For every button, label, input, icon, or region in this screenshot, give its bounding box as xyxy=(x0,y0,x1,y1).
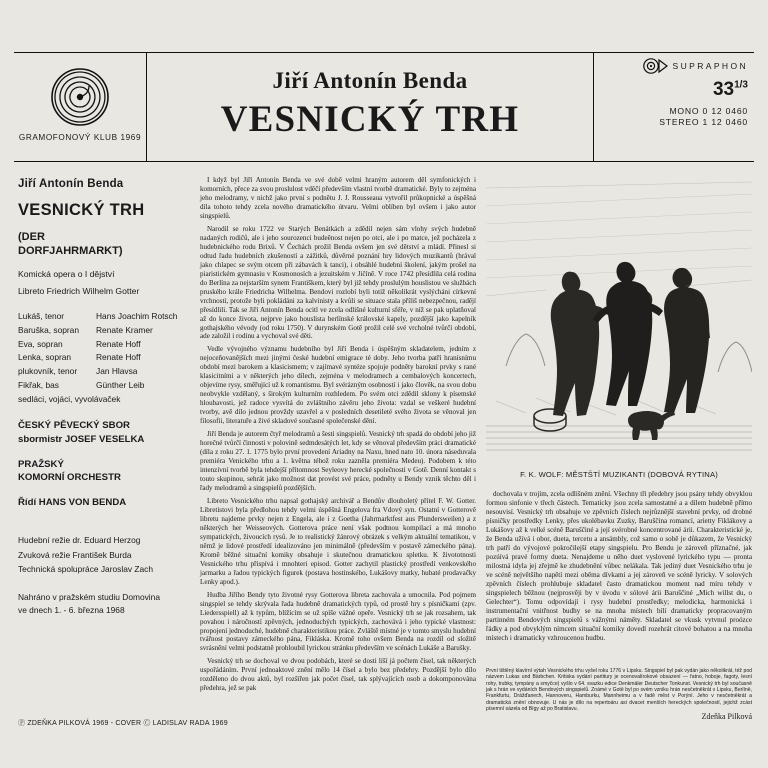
credit-line: Technická spolupráce Jaroslav Zach xyxy=(18,564,153,575)
choir-master: sbormistr JOSEF VESELKA xyxy=(18,433,145,445)
credits-column xyxy=(18,176,190,617)
fineprint-note: První tištěný klavírní výtah Vesnického trhu vyšel roku 1776 v Lipsku. Singspiel byl pak vydán jako několikrát, též pod názvem Lukas und Bärbchen. Kritiska vydání partitury je ocenovalírokové obsazení — řatno, hoboje, fagoty, lesní rohy, trubky, tympány a smyčce) vyšlo v 64. svazku edice Denkmäler Deutscher Tonkunst. Vesnický trh byl současně jak s hrán ve vydáních Bendových singspielů. Známé v Gotě byl po svém vzniku hrán nesčetněkrát v Lipsku, Berlíně, Frankfurtu, Drážďanech, Hannoveru, Hamburku, Mannheimu a v řadě měst v Porýní. Jeho v nesčetněkrát a dramatická znění obnovuje. U nás je dílo na repertoáru asi dvacet menších hereckých společností, jejichž zcást písemní sázela od Bígy až po Bratislavu. xyxy=(486,668,752,713)
orchestra-block xyxy=(18,458,190,485)
list-item xyxy=(18,365,190,377)
recording-info xyxy=(18,591,190,617)
cast-name: Hans Joachim Rotsch xyxy=(96,311,178,322)
list-item xyxy=(18,338,190,350)
cast-role: Baruška, sopran xyxy=(18,324,79,335)
club-logo-block xyxy=(14,53,147,161)
liner-notes-main xyxy=(200,176,476,697)
paragraph: Vedle vývojného významu hudebního byl Jiří Benda i úspěšným skladatelem, jedním z nejoceňovanějších mezi jinými české hudební emigrace té doby. Jeho tvorba patří hranísnímu období mezi barokem a klasicismem; v zajímavé syntéze spojuje podněty barokní prvky s rané klasicitními a v některých jeho dílech, zejména v melodramech a cembalových koncertech, objevíme rysy, směřující už k romantismu. Byl svérázným osobností i jako člověk, na svou dobu neobvykle vzdělaný, s širokým kulturním rozhledem. Po svém otci zdědil sklony k písemské hloubavosti, jež radoce vysvítá do zvláštního závěru jeho života: vzdal se veškeré hudební tvorby, avě dílo jednou provždy uzavřel a v posledních desetileté svého života se věnoval jen filosofii, literatuře a živé skladové současné společenské dění. xyxy=(200,345,476,426)
genre-line: Komická opera o I dějství xyxy=(18,269,115,280)
left-composer: Jiří Antonín Benda xyxy=(18,178,124,190)
label-block xyxy=(593,53,754,161)
cast-name: Renate Kramer xyxy=(96,324,153,335)
production-credits xyxy=(18,533,190,577)
paragraph: Narodil se roku 1722 ve Starých Benátkách a zdědil nejen sám vlohy svých hudebně nadaných rodičů, ale i jeho sourozenci budeěnost nejen po otci, ale i po matce, jež pocházela z hudebnického rodu Brixů. V Čechách prožil Benda ovšem jen své dětství a mládí. Přinesl si odtud řadu hudebních zkušeností a zážitků, důvěrné poznání hry lidových muzikantů (hrával jako chlapec se svým otcem při zábavách k tanci), i obsáhlé hudební školení, jakým prošel na piaristickém gymnasiu v Kosmonosích a jezuitském v Jičíně. V roce 1742 přesídlila celá rodina do Berlína za nejstarším synem Františkem, který byl již tehdy proslulým houslistou ve službách pruského krále Friedricha Wilhelma. Bendovi rozlobí byli totiž několikrát vyslýcháni církevní vrchností, protože byli pokládáni za kalvinisty a kvůli se situace stala příliš nebezpečnou, radějí přesídlili. Tak se Jiří Antonín Benda ocitl ve zcela odlišné kulturní sféře, v níž se pak uplatňoval až do konce života, nejprve jako houslista berlínské královské kapely, pozdější jako kapelník gothajského vévody (od roku 1750). V durynském Gotě prožil celé své vrcholné tvůrčí období, ade založil i rodinu a vychoval své děti. xyxy=(200,224,476,341)
cast-name: Günther Leib xyxy=(96,379,145,390)
speed-indicator xyxy=(713,79,748,101)
cast-role: Lenka, sopran xyxy=(18,352,72,363)
paragraph: I když byl Jiří Antonín Benda ve své době velmi hraným autorem děl symfonických i komorních, přece za svou proslulost vděčí především vlastní tvorbě dramatické. Byly to zejména jeho melodramy, v nichž jako první s podnětu J. J. Rousseaua vytvořil průkopnické a úspěšná díla tohoto tehdy zcela nového dramatického útvaru. Velmi oblíben byl ovšem i jako autor singspielů. xyxy=(200,176,476,220)
title-block xyxy=(147,53,593,161)
list-item xyxy=(18,351,190,363)
supraphon-logo xyxy=(643,57,748,75)
orchestra-name-line2: KOMORNÍ ORCHESTR xyxy=(18,472,121,484)
supraphon-wordmark: SUPRAPHON xyxy=(672,61,748,71)
credit-line: Hudební režie dr. Eduard Herzog xyxy=(18,535,141,546)
cast-role: Lukáš, tenor xyxy=(18,311,65,322)
liner-notes-continued xyxy=(486,490,752,647)
cast-list xyxy=(18,310,190,405)
paragraph: dochovala v trojím, zcela odlišném znění. Všechny tři předehry jsou psány tehdy obvyklou formou sinfonie v třech částech. Tematicky jsou zcela samostatné a a dílem hudebně přímo nesouvisí. Vesnický trh obsahuje ve zpěvních číslech nejrůznější stavební prvky, od drobné písničky prostředky Lenky, přes ukolébavku Zuzky, Baruščina romancí, arietty Fiklákovy a Lukášovy až k velké scéně Baruščiné a její svérobné koncentrované árii. Charakteristické je, že Benda užívá i obor, dueta, tercetu a ansámbly, což samo o sobě je důkazem, že Vesnický trh patří do vývojové pokročilejší etapy singspielu. Pro Bendu je zároveň příznačné, jak pozúívá pravé formy dueta. Nenajdeme u něho duet vyslovené lyrického typu — pronta milostná idyla jej zřejmě ke zhudebnění vůbec nelákala. Tak jediný duet Vesnického trhu je ve scéně největšího napětí mezi oběma dívkami a jej zároveň ve scéně lyricky. V solových zpěvních číslech prohlubuje skladatel často dramatickou moment nad míru tehdy v singspielech běžnou (nejprosvěji by v úvodu v sólové árii Baruščiné „Mich willst du, o Gelechter“). Tomu odpovídají i rysy hudební prostředky; melodicka, harmonická i instrumentační vnitřnost budhy se na mnoha místech bílí dramaticky propracovaným partinném Bendových singspielů s vážnými náměty. Skladatel se vkusk vytvnul proózce řádky a pod obvyklým nímcem situační komiky dovedl rozehrát citové bohatou a na mnoha místech i dramaticky vzhroucenou hudbu. xyxy=(486,490,752,642)
supraphon-mark-icon xyxy=(643,57,669,75)
list-item xyxy=(18,324,190,336)
choir-block xyxy=(18,419,190,447)
spiral-record-icon xyxy=(51,68,109,126)
conductor-block xyxy=(18,496,190,509)
paragraph: Hudba Jiřího Bendy tyto životné rysy Gotterova libreta zachovala a umocnila. Pod pojmem singspiel se tehdy skrývala řada hudebně dramatických typů, od prostě hry s písničkami (zpv. Liedersspiell) až k typům, blížícím se už spíše vážné opeře. Vesnický trh se jak rozsahem, tak povahou i náročností zpěvných, jednoduchých typických, zachovává i jeho typické vlastnost: propojení jednoduché, hudebně charakteristikou práce. Zvláště místné je v tomto smyslu hudební tvářnost postavy zámeckého pána, Fikláska. Kromě toho ovšem Benda na rozdíl od složitě svrásnění velmi podstatně prohloubil lyrickou stránku především ve scénách Lukáše a Barušky. xyxy=(200,590,476,653)
cast-name: Renate Hoff xyxy=(96,338,141,349)
cast-role: plukovník, tenor xyxy=(18,365,78,376)
cast-name: Renate Hoff xyxy=(96,352,141,363)
cast-role: Eva, sopran xyxy=(18,338,63,349)
catalog-stereo: STEREO 1 12 0460 xyxy=(659,117,748,127)
left-subtitle xyxy=(18,230,190,260)
composer-name: Jiří Antonín Benda xyxy=(272,67,468,93)
author-signature: Zdeňka Pilková xyxy=(701,712,752,721)
speed-fraction: 1/3 xyxy=(734,79,748,91)
libretto-line: Libreto Friedrich Wilhelm Gotter xyxy=(18,285,140,296)
conductor-name: Řídí HANS VON BENDA xyxy=(18,496,127,508)
paragraph: Libreto Vesnického trhu napsal gothajský archivář a Bendův dlouholetý přítel F. W. Gotter. Libretistovi byla předlohou tehdy velmi úspěšná Engelova fra Vdový syn. Ostatní v Gotterově libretu najdeme prvky nejen z Engela, ale i z Goetha (Jahrmarktfest aus Plundersweilen) a z některých her Weisseových. Gotterova práce není však podtnou kompilací a má mnoho sympatických, živoucích rysů. Je to realistický žánrový obrázek s velkým aktuální tematikou, v němž je lidové prostředí idealizováno jen minimálně (především v postavě zámeckého pána). Kromě běžné situační komiky obsahuje i skutečnou dramatickou spletku. K živototnosti Vesnického trhu přispívá i mnohteri episod. Gotter zachytil plastický prostředí venkovského jarmarku a řadou typických figurek (postava hostinského, Lukášovy matky, hubaté prodavačky Lenky apod.). xyxy=(200,496,476,586)
orchestra-name-line1: PRAŽSKÝ xyxy=(18,458,64,470)
cast-role: Fikřak, bas xyxy=(18,379,59,390)
recording-line2: ve dnech 1. - 6. března 1968 xyxy=(18,605,125,616)
recording-line1: Nahráno v pražském studiu Domovina xyxy=(18,592,160,603)
speed-number: 33 xyxy=(712,79,735,100)
cover-header xyxy=(14,52,754,162)
cast-extra: sedláci, vojáci, vyvolávaček xyxy=(18,393,121,404)
cast-name: Jan Hlavsa xyxy=(96,365,138,376)
left-subtitle-line1: (DER xyxy=(18,230,45,243)
credit-line: Zvuková režie František Burda xyxy=(18,549,132,560)
club-label: GRAMOFONOVÝ KLUB 1969 xyxy=(18,133,142,142)
copyright-line: Ⓟ ZDEŇKA PILKOVÁ 1969 - COVER Ⓒ LADISLAV RADA 1969 xyxy=(18,720,228,727)
left-subtitle-line2: DORFJAHRMARKT) xyxy=(18,245,123,258)
choir-name: ČESKÝ PĚVECKÝ SBOR xyxy=(18,420,130,431)
paragraph: Vesnický trh se dochoval ve dvou podobách, které se dosti líší já počtem čísel, tak některých uspořádáním. První jednoaktové znění mělo 14 čísel a bylo bez předehry. Pozdější bylo dílo rozděleno do dvou aktů, byl rozšířen jak počet čísel, tak splývajících osob a dokomponována předehra, jež se pak xyxy=(200,657,476,693)
left-title: VESNICKÝ TRH xyxy=(18,200,145,219)
paragraph: Jiří Benda je autorem čtyř melodramů a šesti singspielů. Vesnický trh spadá do období jeho již horečné tvůrčí činnosti v polovině sedmdesátých let, kdy se věnoval především práci dramatické (díla z roku 27. 1. 1775 bylo první provedení Ariadny na Naxu, hned nato 10. února náseduvala premiéra Venického trhu a 1. května téhož roku zazněla premiéra Medeu). Podobem k této intenzívní tvorbě byla tehdejší přítomnost Seyleovy herecké společnosti v Gotě. Denní kontakt s touto skupinou, sehrát jako možnost dat provést své práce, podněty u Bendy vznik těchto děl i řady melodramů a singspielů pozdějších. xyxy=(200,430,476,492)
list-item xyxy=(18,310,190,322)
illustration-caption: F. K. WOLF: MĚSTŠTÍ MUZIKANTI (DOBOVÁ RYTINA) xyxy=(520,470,718,479)
catalog-mono: MONO 0 12 0460 xyxy=(669,106,748,116)
list-item xyxy=(18,379,190,391)
engraving-village-musicians xyxy=(486,176,752,468)
page-title: VESNICKÝ TRH xyxy=(220,98,520,140)
